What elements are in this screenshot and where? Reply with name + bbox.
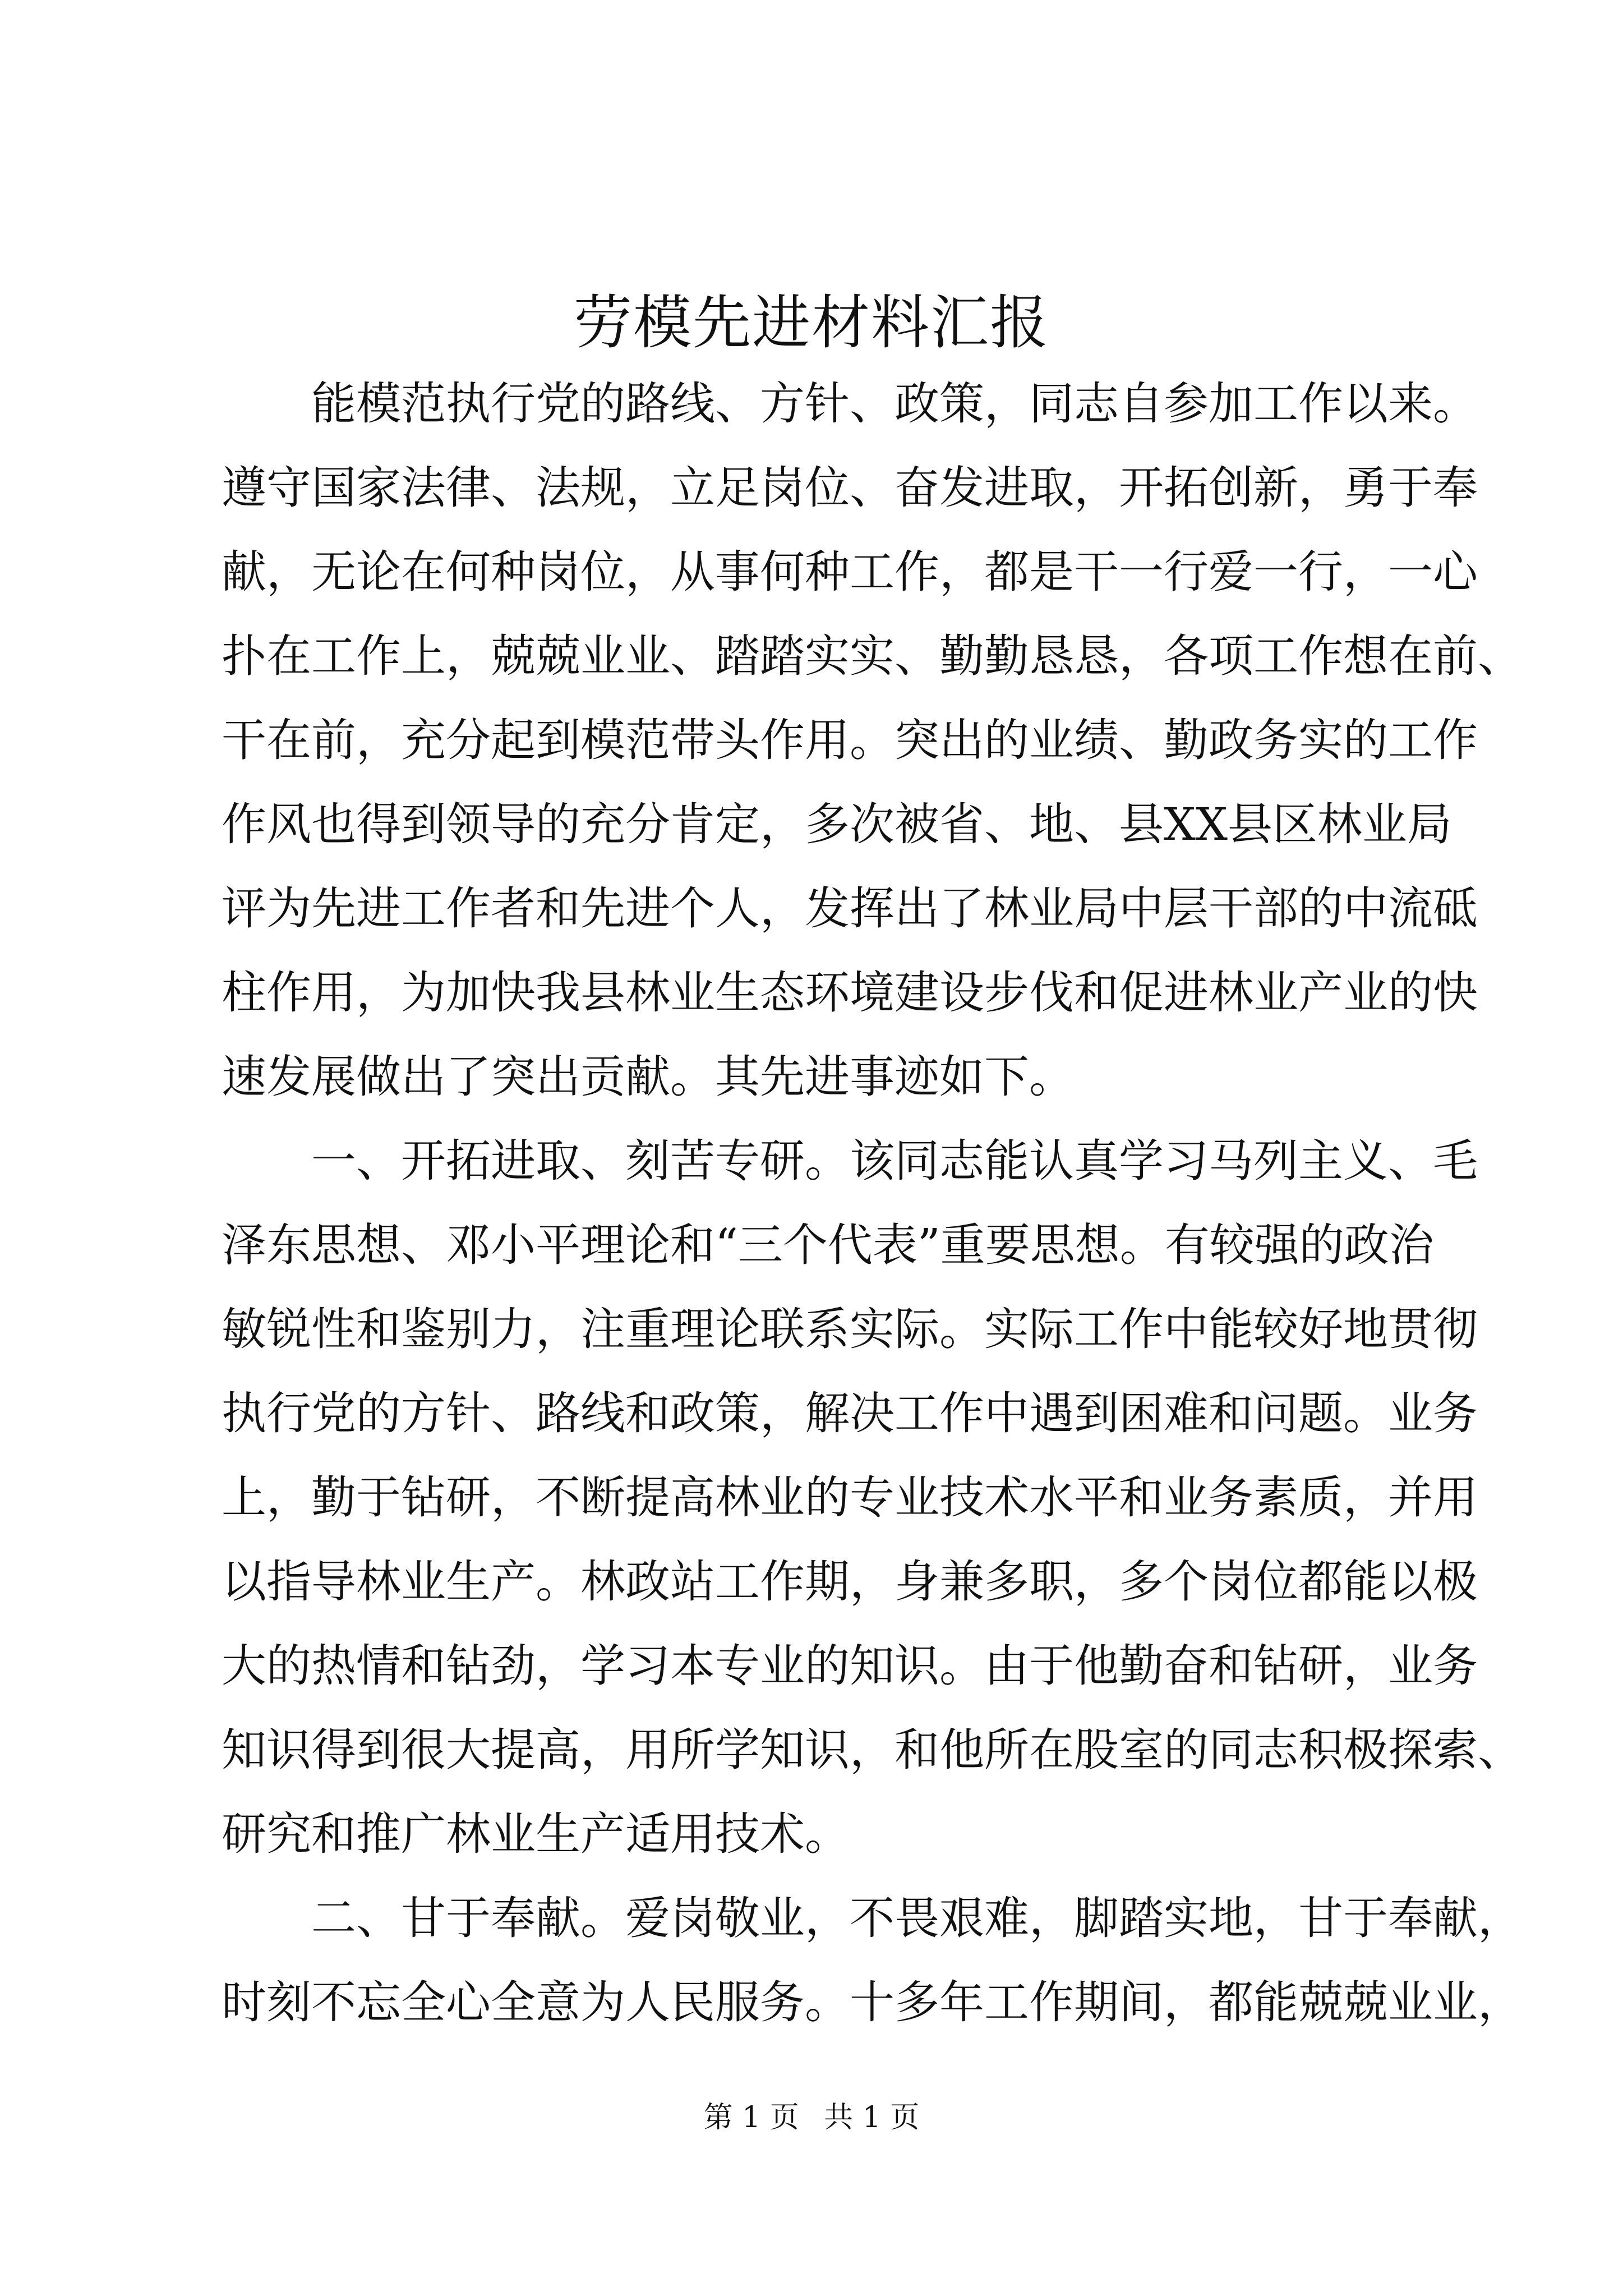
text-line: 作风也得到领导的充分肯定，多次被省、地、县XX县区林业局: [222, 798, 1452, 850]
text-line: 大的热情和钻劲，学习本专业的知识。由于他勤奋和钻研，业务: [222, 1640, 1478, 1692]
text-line: 时刻不忘全心全意为人民服务。十多年工作期间，都能兢兢业业，: [222, 1976, 1523, 2028]
text-line: 敏锐性和鉴别力，注重理论联系实际。实际工作中能较好地贯彻: [222, 1303, 1478, 1355]
text-line: 柱作用，为加快我县林业生态环境建设步伐和促进林业产业的快: [222, 967, 1478, 1019]
text-line: 研究和推广林业生产适用技术。: [222, 1808, 850, 1860]
page-number: 第 1 页: [703, 2101, 799, 2134]
text-line: 评为先进工作者和先进个人，发挥出了林业局中层干部的中流砥: [222, 882, 1478, 935]
page-total: 共 1 页: [824, 2101, 920, 2134]
text-line: 能模范执行党的路线、方针、政策，同志自参加工作以来。: [311, 378, 1478, 430]
text-line: 献，无论在何种岗位，从事何种工作，都是干一行爱一行，一心: [222, 546, 1478, 598]
text-line: 速发展做出了突出贡献。其先进事迹如下。: [222, 1051, 1074, 1103]
text-line: 执行党的方针、路线和政策，解决工作中遇到困难和问题。业务: [222, 1387, 1478, 1439]
text-line: 泽东思想、邓小平理论和“三个代表”重要思想。有较强的政治: [222, 1219, 1434, 1271]
text-line: 遵守国家法律、法规，立足岗位、奋发进取，开拓创新，勇于奉: [222, 462, 1478, 514]
text-line: 二、甘于奉献。爱岗敬业，不畏艰难，脚踏实地，甘于奉献，: [311, 1892, 1523, 1944]
page-footer: [0, 2098, 1623, 2137]
text-line: 扑在工作上，兢兢业业、踏踏实实、勤勤恳恳，各项工作想在前、: [222, 630, 1523, 682]
text-line: 干在前，充分起到模范带头作用。突出的业绩、勤政务实的工作: [222, 714, 1478, 766]
text-line: 上，勤于钻研，不断提高林业的专业技术水平和业务素质，并用: [222, 1471, 1478, 1524]
text-line: 以指导林业生产。林政站工作期，身兼多职，多个岗位都能以极: [222, 1556, 1478, 1608]
text-line: 一、开拓进取、刻苦专研。该同志能认真学习马列主义、毛: [311, 1135, 1478, 1187]
text-line: 知识得到很大提高，用所学知识，和他所在股室的同志积极探索、: [222, 1724, 1523, 1776]
document-title: 劳模先进材料汇报: [573, 288, 1049, 357]
document-body: [222, 362, 1523, 2045]
